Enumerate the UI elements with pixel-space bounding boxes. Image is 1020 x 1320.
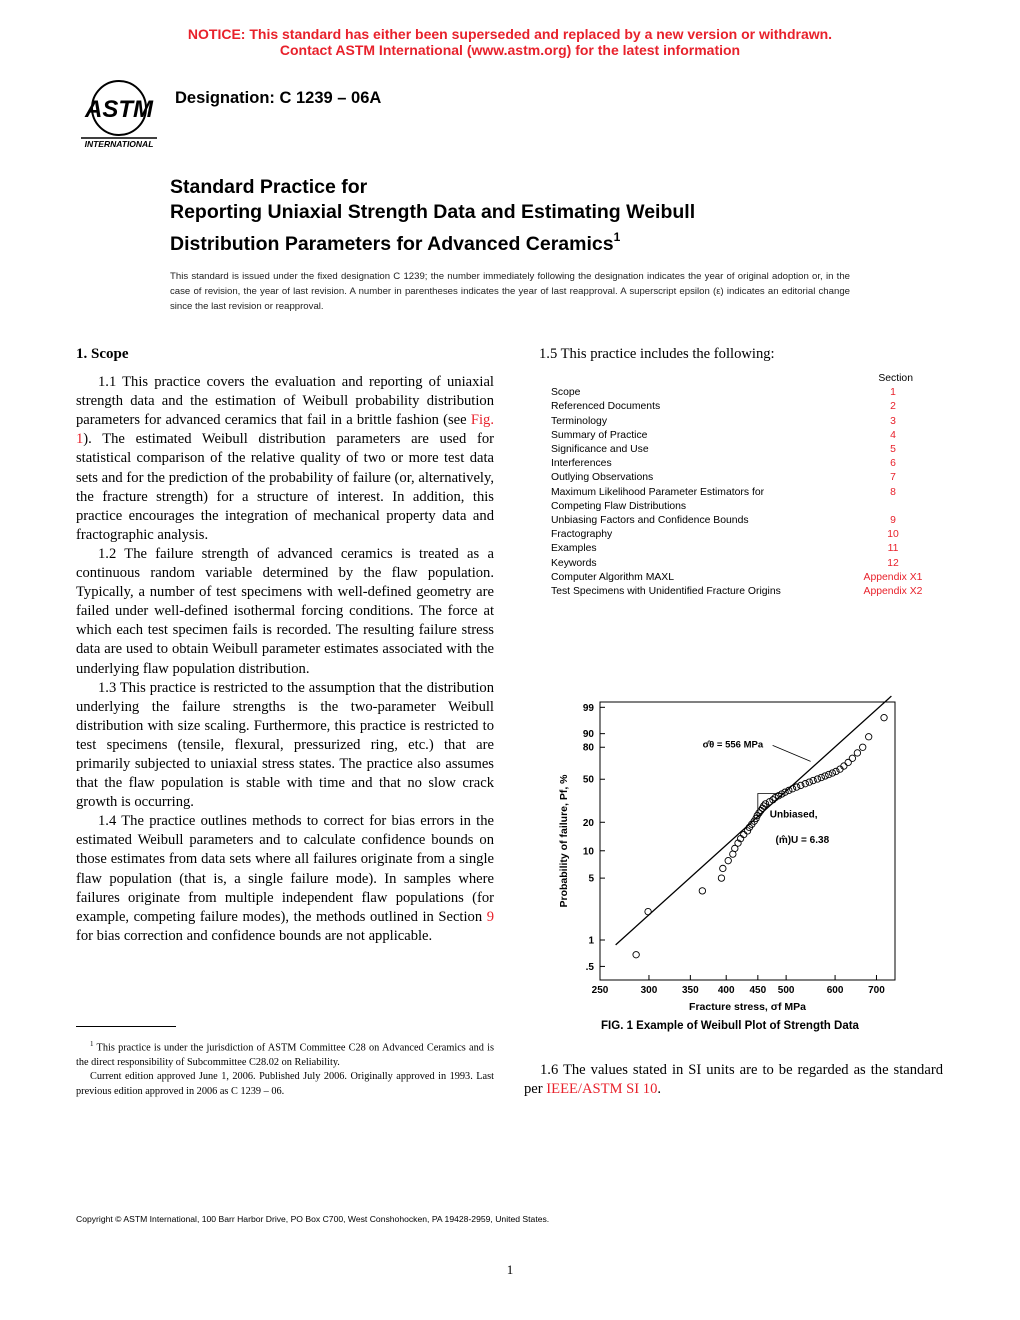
annotation-m-value: (m̂)U = 6.38 (775, 835, 830, 847)
data-point (814, 776, 820, 782)
y-tick-label: 90 (582, 729, 594, 741)
scope-para-1-4: 1.4 The practice outlines methods to correct for bias errors in the estimated Weibull parameters and to calculate confidence bounds on those estimates from data sets where all failures originate from a single flaw population (that is, a single failure mode). In samples where failures originate from multiple independent flaw populations (for example, competing failure modes), the methods outlined in Section 9 for bias correction and confidence bounds are not applicable. (76, 813, 494, 944)
title-footnote-mark[interactable]: 1 (613, 230, 621, 244)
footnote-2: Current edition approved June 1, 2006. Published July 2006. Originally approved in 1993. Last previous edition approved in 2006 as C 1239 – 06. (76, 1071, 494, 1097)
toc-item-section-link[interactable]: 10 (887, 529, 899, 541)
toc-item (551, 514, 913, 528)
x-tick-label: 300 (640, 985, 658, 996)
weibull-plot (550, 690, 920, 1020)
y-axis-label: Probability of failure, Pf, % (558, 774, 570, 908)
toc-item-section-link[interactable]: 6 (890, 458, 896, 470)
toc-item-label: Referenced Documents (551, 401, 661, 413)
toc-item (551, 443, 913, 457)
toc-item-section-link[interactable]: 4 (890, 429, 896, 441)
toc-item-label: Interferences (551, 458, 612, 470)
section-9-link[interactable]: 9 (486, 908, 494, 925)
data-point (849, 755, 855, 761)
data-point (793, 784, 799, 790)
x-axis-label: Fracture stress, σf MPa (689, 1001, 806, 1013)
y-tick-label: 50 (582, 774, 594, 786)
toc-item-label: Significance and Use (551, 444, 649, 456)
scope-para-1-3: 1.3 This practice is restricted to the assumption that the distribution underlying the failure strengths is the two-parameter Weibull distribution with size scaling. Furthermore, this practice is restricted to test specimens (tensile, flexural, pressurized ring, etc.) that are primarily subjected to uniaxial stress states. The practice also assumes that the flaw population is stable with time and that no slow crack growth is occurring. (76, 679, 494, 811)
data-point (881, 714, 887, 720)
data-point (810, 777, 816, 783)
toc-item-section-link[interactable]: 1 (890, 387, 896, 399)
toc-item (551, 457, 913, 471)
data-point (865, 734, 871, 740)
logo-subtext: INTERNATIONAL (84, 139, 154, 149)
toc-item (551, 486, 913, 514)
data-point (822, 773, 828, 779)
toc-item (551, 571, 923, 585)
data-point (645, 908, 651, 914)
copyright: Copyright © ASTM International, 100 Barr Harbor Drive, PO Box C700, West Conshohocken, PA 19428-2959, United States. (76, 1214, 550, 1224)
footnotes (76, 1037, 494, 1099)
y-tick-label: 1 (588, 935, 594, 947)
toc-item-section-link[interactable]: 5 (890, 444, 896, 456)
y-tick-label: 10 (582, 846, 594, 858)
toc-item-section-link[interactable]: Appendix X1 (863, 571, 923, 583)
toc-item-section-link[interactable]: 7 (890, 472, 896, 484)
y-tick-label: .5 (585, 961, 594, 973)
x-tick-label: 250 (591, 985, 609, 996)
title-line-3: Distribution Parameters for Advanced Ceramics$^1$ (170, 230, 621, 255)
logo-text: ASTM (85, 96, 153, 123)
scope-para-1-2: 1.2 The failure strength of advanced ceramics is treated as a continuous random variable determined by the flaw population. Typically, a number of test specimens with well-defined geometry are failed under well-defined isothermal forcing conditions. The force at which each test specimen fails is recorded. The resulting failure stress data are used to obtain Weibull parameter estimates associated with the underlying flaw population distribution. (76, 545, 494, 677)
y-tick-label: 80 (582, 742, 594, 754)
title-line-1: Standard Practice for (170, 176, 368, 198)
toc-item-label: Summary of Practice (551, 429, 648, 441)
toc-item (551, 557, 913, 571)
y-tick-label: 99 (582, 702, 594, 714)
toc-item (551, 429, 913, 443)
title-line-2: Reporting Uniaxial Strength Data and Estimating Weibull (170, 201, 696, 223)
toc-table (551, 372, 923, 599)
toc-item-section-link[interactable]: 2 (890, 401, 896, 413)
data-point (829, 770, 835, 776)
footnote-1: $^1$ This practice is under the jurisdiction of ASTM Committee C28 on Advanced Ceramics and is the direct responsibility of Subcommittee C28.02 on Reliability. (76, 1040, 494, 1068)
page-number: 1 (506, 1262, 514, 1277)
toc-item-label: Test Specimens with Unidentified Fracture Origins (551, 586, 781, 598)
annotation-unbiased: Unbiased, (769, 809, 818, 821)
data-point (860, 744, 866, 750)
data-point (718, 875, 724, 881)
x-tick-label: 450 (749, 985, 767, 996)
toc-item-label: Scope (551, 387, 581, 399)
annotation-sigma-theta: σ̂θ = 556 MPa (702, 739, 764, 751)
para-1-6: 1.6 The values stated in SI units are to be regarded as the standard per IEEE/ASTM SI 10. (524, 1062, 943, 1098)
data-point (789, 786, 795, 792)
toc-item-label: Unbiasing Factors and Confidence Bounds (551, 515, 749, 527)
toc-item-label: Fractography (551, 529, 613, 541)
data-point (720, 865, 726, 871)
ieee-astm-si10-link[interactable]: IEEE/ASTM SI 10 (546, 1081, 658, 1098)
toc-item-label: Outlying Observations (551, 472, 654, 484)
toc-item (551, 471, 913, 485)
toc-item-section-link[interactable]: Appendix X2 (863, 586, 923, 598)
astm-logo (76, 76, 162, 152)
toc-item (551, 415, 913, 429)
annotation-leader (773, 745, 811, 761)
toc-item (551, 585, 923, 599)
y-tick-label: 5 (588, 873, 594, 885)
notice-line-1: NOTICE: This standard has either been superseded and replaced by a new version or withdrawn. (187, 26, 833, 42)
intro-note: This standard is issued under the fixed designation C 1239; the number immediately following the designation indicates the year of original adoption or, in the case of revision, the year of last revision. A number in parentheses indicates the year of last reapproval. A superscript epsilon (ε) indicates an editorial change since the last revision or reapproval. (170, 271, 850, 312)
data-point (854, 750, 860, 756)
toc-item-section-link[interactable]: 8 (890, 486, 896, 498)
toc-item-section-link[interactable]: 12 (887, 557, 899, 569)
toc-intro: 1.5 This practice includes the following: (539, 346, 775, 362)
toc-item (551, 400, 913, 414)
toc-item-label: Computer Algorithm MAXL (551, 571, 675, 583)
toc-item (551, 386, 913, 400)
data-point (699, 888, 705, 894)
toc-item-label: Examples (551, 543, 597, 555)
data-point (826, 771, 832, 777)
fig-1-link[interactable]: Fig. 1 (76, 412, 494, 448)
page-title (170, 175, 870, 257)
toc-item (551, 528, 913, 542)
footnote-divider (76, 1026, 176, 1027)
toc-item-section-link[interactable]: 9 (890, 515, 896, 527)
x-tick-label: 350 (682, 985, 699, 996)
withdrawal-notice (0, 26, 1020, 58)
toc-item-label: Maximum Likelihood Parameter Estimators for Competing Flaw Distributions (551, 486, 765, 512)
figure-caption: FIG. 1 Example of Weibull Plot of Strength Data (601, 1020, 859, 1032)
x-tick-label: 700 (868, 985, 885, 996)
scope-para-1-1: 1.1 This practice covers the evaluation and reporting of uniaxial strength data and the estimation of Weibull probability distribution parameters for advanced ceramics that fail in a brittle fashion (see Fig. 1). The estimated Weibull distribution parameters are used for statistical comparison of the relative quality of two or more test data sets and for the prediction of the probability of failure (or, alternatively, the fracture strength) for a structure of interest. In addition, this practice encourages the integration of mechanical property data and fractographic analysis. (76, 374, 494, 543)
toc-item-label: Terminology (551, 415, 608, 427)
data-point (725, 857, 731, 863)
scope-section (76, 345, 494, 946)
notice-line-2: Contact ASTM International (www.astm.org) for the latest information (279, 42, 741, 58)
toc-item-label: Keywords (551, 557, 597, 569)
toc-item-section-link[interactable]: 3 (890, 415, 896, 427)
designation: Designation: C 1239 – 06A (175, 89, 382, 107)
toc-column-header: Section (878, 373, 913, 384)
x-tick-label: 500 (777, 985, 795, 996)
x-tick-label: 400 (717, 985, 735, 996)
y-tick-label: 20 (582, 817, 594, 829)
data-point (633, 952, 639, 958)
toc-item (551, 542, 913, 556)
data-point (806, 779, 812, 785)
x-tick-label: 600 (826, 985, 844, 996)
scope-heading: 1. Scope (76, 346, 129, 362)
toc-item-section-link[interactable]: 11 (887, 543, 899, 555)
data-point (818, 774, 824, 780)
